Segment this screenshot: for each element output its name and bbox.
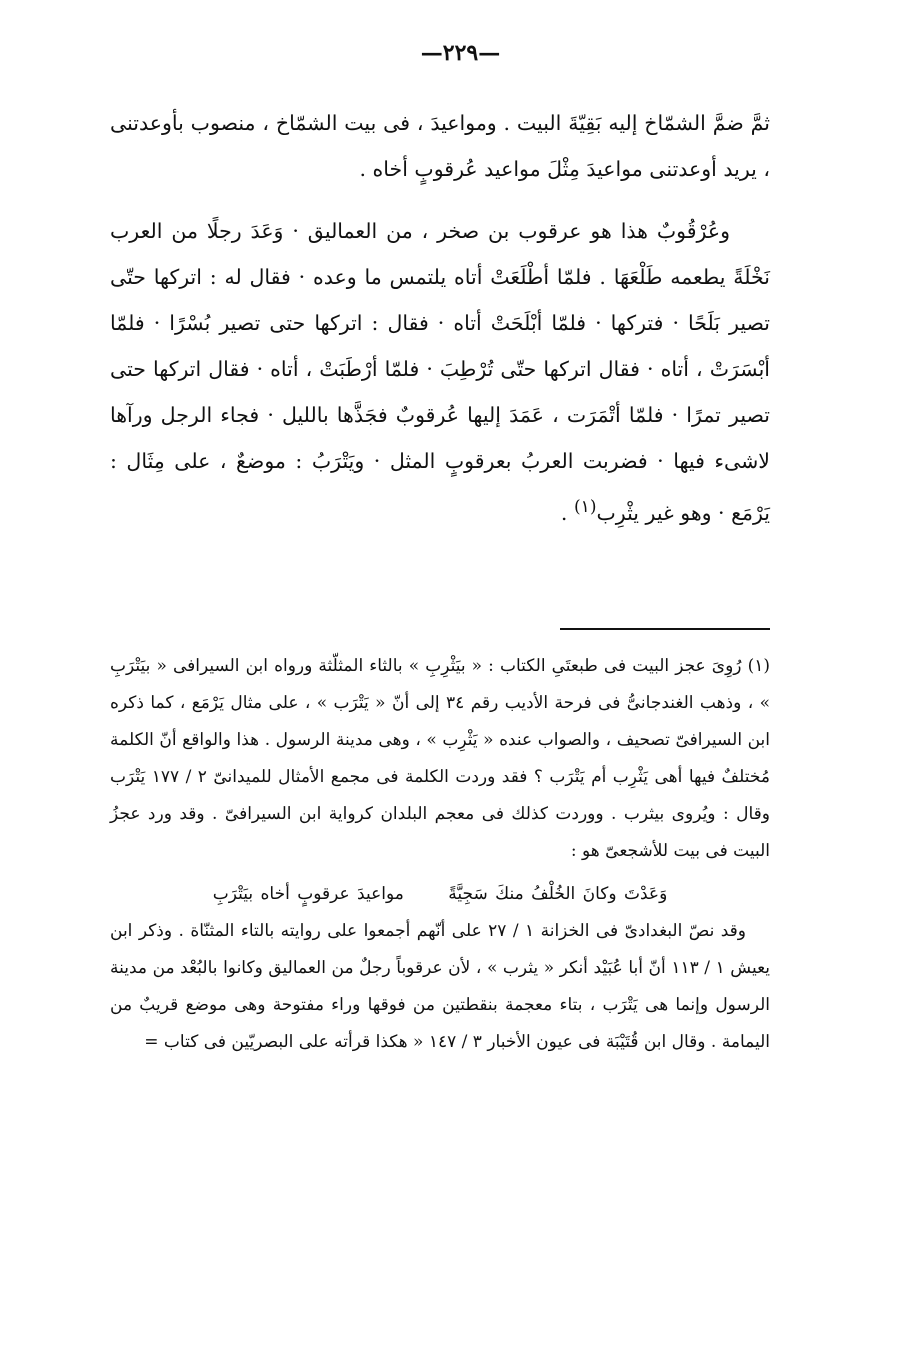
footnote-reference: (١): [573, 497, 597, 517]
main-paragraph-2: [110, 208, 770, 536]
verse-second-hemistich: مواعيدَ عرقوبٍ أخاه بيَتْرَبِ: [212, 884, 404, 904]
main-paragraph-1: ثمَّ ضمَّ الشمّاخ إليه بَقِيّةَ البيت . ومواعيدَ ، فى بيت الشمّاخ ، منصوب بأوعدتنى ، يريد أوعدتنى مواعيدَ مِثْلَ مواعيد عُرقوبٍ أخاه .: [110, 111, 770, 181]
footnote-verse: [110, 876, 770, 913]
footnote-separator: [560, 628, 770, 630]
footnote-1-continued: وقد نصّ البغدادىّ فى الخزانة ١ / ٢٧ على أنّهم أجمعوا على روايته بالتاء المثنّاة . وذكر ابن يعيش ١ / ١١٣ أنّ أبا عُبَيْد أنكر « يثرب » ، لأن عرقوباً رجلٌ من العماليق وكانوا بالبُعْد من مدينة الرسول وإنما هى يَتْرَب ، بتاء معجمة بنقطتين من فوقها وراء مفتوحة وهى موضع قريبٌ من اليمامة . وقال ابن قُتَيْبَة فى عيون الأخبار ٣ / ١٤٧ « هكذا قرأته على البصريّين فى كتاب =: [110, 921, 771, 1052]
main-text: [110, 100, 770, 536]
footnote-1: (١) رُوِىَ عجز البيت فى طبعتَىِ الكتاب : « بيَثْرِبِ » بالثاء المثلّثة ورواه ابن السيرافى « بيَتْرَبِ » ، وذهب الغندجانىُّ فى فرحة الأديب رقم ٣٤ إلى أنّ « يَتْرَب » ، على مثال يَرْمَع ، كما ذكره ابن السيرافىّ تصحيف ، والصواب عنده « يَثْرِب » ، وهى مدينة الرسول . هذا والواقع أنّ الكلمة مُختلفٌ فيها أهى يَثْرِب أم يَتْرَب ؟ فقد وردت الكلمة فى مجمع الأمثال للميدانىّ ٢ / ١٧٧ يَتْرَب وقال : ويُروى بيثرب . ووردت كذلك فى معجم البلدان كرواية ابن السيرافىّ . وقد ورد عجزُ البيت فى بيت للأشجعىّ هو :: [110, 656, 770, 861]
verse-first-hemistich: وَعَدْتَ وكانَ الخُلْفُ منكَ سَجِيَّةً: [448, 884, 668, 904]
main-paragraph-2-text: وعُرْقُوبٌ هذا هو عرقوب بن صخر ، من العماليق · وَعَدَ رجلًا من العرب نَخْلَةً يطعمه طَلْعَهَا . فلمّا أطْلَعَتْ أتاه يلتمس ما وعده · فقال له : اتركها حتّى تصير بَلَحًا · فتركها · فلمّا أبْلَحَتْ أتاه · فقال : اتركها حتى تصير بُسْرًا · فلمّا أبْسَرَتْ ، أتاه · فقال اتركها حتّى تُرْطِبَ · فلمّا أرْطَبَتْ ، أتاه · فقال اتركها حتى تصير تمرًا · فلمّا أتْمَرَت ، عَمَدَ إليها عُرقوبٌ فجَذَّها بالليل · فجاء الرجل ورآها لاشىء فيها · فضربت العربُ بعرقوبٍ المثل · ويَتْرَبُ : موضعٌ ، على مِثَال : يَرْمَع · وهو غير يثْرِب: [110, 219, 770, 525]
main-paragraph-2-end: .: [560, 500, 574, 525]
footnotes: [110, 648, 770, 1061]
page-number: —٢٢٩—: [420, 40, 501, 66]
